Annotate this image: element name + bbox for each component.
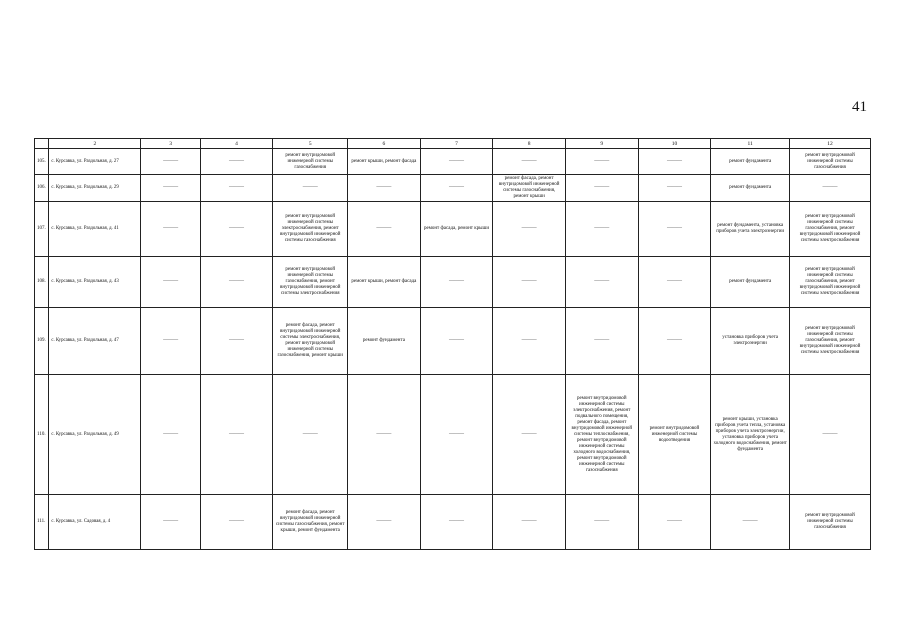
- row-number: 109.: [35, 308, 49, 375]
- row-address: с. Курсавка, ул. Раздольная, д. 43: [49, 257, 141, 308]
- table-cell: ремонт фасада, ремонт внутридомовой инженерной системы электроснабжения, ремонт внутридомовой инженерной системы газоснабжения, ремонт крыши: [273, 308, 348, 375]
- header-cell: 8: [493, 139, 566, 149]
- table-cell: ———: [348, 175, 421, 202]
- table-row: [35, 175, 871, 202]
- row-number: 111.: [35, 495, 49, 550]
- table-cell: ремонт фасада, ремонт внутридомовой инженерной системы газоснабжения, ремонт крыши, ремонт фундамента: [273, 495, 348, 550]
- header-cell: 3: [141, 139, 200, 149]
- table-row: [35, 257, 871, 308]
- table-row: [35, 495, 871, 550]
- table-cell: ———: [493, 257, 566, 308]
- table-cell: ремонт внутридомовой инженерной системы газоснабжения, ремонт внутридомовой инженерной системы электроснабжения: [790, 202, 871, 257]
- table-cell: ———: [565, 149, 638, 175]
- table-cell: ———: [200, 375, 273, 495]
- table-cell: ремонт фундамента: [711, 175, 790, 202]
- table-cell: ремонт внутридомовой инженерной системы газоснабжения, ремонт внутридомовой инженерной системы электроснабжения: [790, 308, 871, 375]
- header-cell: 12: [790, 139, 871, 149]
- table-cell: ———: [565, 308, 638, 375]
- table-cell: ———: [420, 257, 493, 308]
- table-cell: ———: [638, 149, 711, 175]
- table-cell: ———: [565, 202, 638, 257]
- table-cell: установка приборов учета электроэнергии: [711, 308, 790, 375]
- header-cell: 11: [711, 139, 790, 149]
- table-cell: ———: [565, 257, 638, 308]
- table-cell: ———: [348, 202, 421, 257]
- table-cell: ———: [493, 375, 566, 495]
- table-cell: ———: [638, 202, 711, 257]
- table-cell: ремонт фундамента, установка приборов учета электроэнергии: [711, 202, 790, 257]
- row-address: с. Курсавка, ул. Раздольная, д. 27: [49, 149, 141, 175]
- table-cell: ремонт фасада, ремонт крыши: [420, 202, 493, 257]
- table-cell: ремонт внутридомовой инженерной системы электроснабжения, ремонт подвального помещения, ремонт фасада, ремонт внутридомовой инженерной системы теплоснабжения, ремонт внутридомовой инженерной системы холодного водоснабжения, ремонт внутридомовой инженерной системы газоснабжения: [565, 375, 638, 495]
- table-cell: ———: [200, 175, 273, 202]
- table-cell: ремонт внутридомовой инженерной системы газоснабжения: [790, 149, 871, 175]
- row-number: 110.: [35, 375, 49, 495]
- table-cell: ———: [200, 495, 273, 550]
- table-cell: ремонт крыши, установка приборов учета тепла, установка приборов учета электроэнергии, установка приборов учета холодного водоснабжения, ремонт фундамента: [711, 375, 790, 495]
- table-cell: ———: [141, 175, 200, 202]
- table-cell: ремонт фундамента: [711, 257, 790, 308]
- table-cell: ———: [790, 175, 871, 202]
- table-cell: ———: [493, 149, 566, 175]
- row-address: с. Курсавка, ул. Раздольная, д. 41: [49, 202, 141, 257]
- header-cell: 5: [273, 139, 348, 149]
- row-number: 107.: [35, 202, 49, 257]
- header-cell: 7: [420, 139, 493, 149]
- table-cell: ремонт фундамента: [711, 149, 790, 175]
- table-cell: ———: [638, 308, 711, 375]
- table-cell: ———: [420, 375, 493, 495]
- table-row: [35, 202, 871, 257]
- table-cell: ———: [493, 495, 566, 550]
- row-number: 105.: [35, 149, 49, 175]
- table-cell: ремонт крыши, ремонт фасада: [348, 257, 421, 308]
- table-cell: ———: [420, 495, 493, 550]
- row-address: с. Курсавка, ул. Раздольная, д. 29: [49, 175, 141, 202]
- row-number: 108.: [35, 257, 49, 308]
- table-cell: ремонт внутридомовой инженерной системы газоснабжения: [790, 495, 871, 550]
- table-row: [35, 308, 871, 375]
- table-cell: ремонт внутридомовой инженерной системы газоснабжения, ремонт внутридомовой инженерной системы электроснабжения: [790, 257, 871, 308]
- table-cell: ———: [273, 375, 348, 495]
- table-cell: ———: [638, 257, 711, 308]
- header-cell: 2: [49, 139, 141, 149]
- header-cell: 4: [200, 139, 273, 149]
- table-cell: ———: [141, 308, 200, 375]
- header-cell: [35, 139, 49, 149]
- table-cell: ———: [420, 175, 493, 202]
- table-cell: ———: [141, 149, 200, 175]
- table-cell: ———: [638, 495, 711, 550]
- table-cell: ———: [141, 495, 200, 550]
- row-address: с. Курсавка, ул. Раздольная, д. 49: [49, 375, 141, 495]
- table-cell: ———: [790, 375, 871, 495]
- table-cell: ремонт крыши, ремонт фасада: [348, 149, 421, 175]
- row-number: 106.: [35, 175, 49, 202]
- table-cell: ———: [348, 375, 421, 495]
- row-address: с. Курсавка, ул. Раздольная, д. 47: [49, 308, 141, 375]
- table-cell: ремонт внутридомовой инженерной системы водоотведения: [638, 375, 711, 495]
- table-cell: ———: [200, 308, 273, 375]
- table-cell: ———: [638, 175, 711, 202]
- table-cell: ремонт внутридомовой инженерной системы электроснабжения, ремонт внутридомовой инженерной системы газоснабжения: [273, 202, 348, 257]
- table-cell: ———: [493, 202, 566, 257]
- table-cell: ———: [200, 149, 273, 175]
- page-number: 41: [852, 99, 867, 115]
- header-cell: 10: [638, 139, 711, 149]
- row-address: с. Курсавка, ул. Садовая, д. 4: [49, 495, 141, 550]
- header-row: [35, 139, 871, 149]
- table-cell: ———: [348, 495, 421, 550]
- table-cell: ———: [141, 375, 200, 495]
- repair-schedule-table: [34, 138, 871, 550]
- table-cell: ———: [493, 308, 566, 375]
- table-row: [35, 375, 871, 495]
- table-row: [35, 149, 871, 175]
- header-cell: 9: [565, 139, 638, 149]
- table-cell: ремонт фасада, ремонт внутридомовой инженерной системы газоснабжения, ремонт крыши: [493, 175, 566, 202]
- table-cell: ремонт внутридомовой инженерной системы газоснабжения: [273, 149, 348, 175]
- table-cell: ———: [711, 495, 790, 550]
- table-cell: ———: [565, 175, 638, 202]
- table-cell: ———: [141, 257, 200, 308]
- table-cell: ———: [565, 495, 638, 550]
- header-cell: 6: [348, 139, 421, 149]
- table-cell: ———: [200, 257, 273, 308]
- table-cell: ремонт фундамента: [348, 308, 421, 375]
- table-cell: ———: [273, 175, 348, 202]
- table-cell: ———: [420, 149, 493, 175]
- table-cell: ———: [141, 202, 200, 257]
- table-cell: ремонт внутридомовой инженерной системы газоснабжения, ремонт внутридомовой инженерной системы электроснабжения: [273, 257, 348, 308]
- table-cell: ———: [420, 308, 493, 375]
- table-cell: ———: [200, 202, 273, 257]
